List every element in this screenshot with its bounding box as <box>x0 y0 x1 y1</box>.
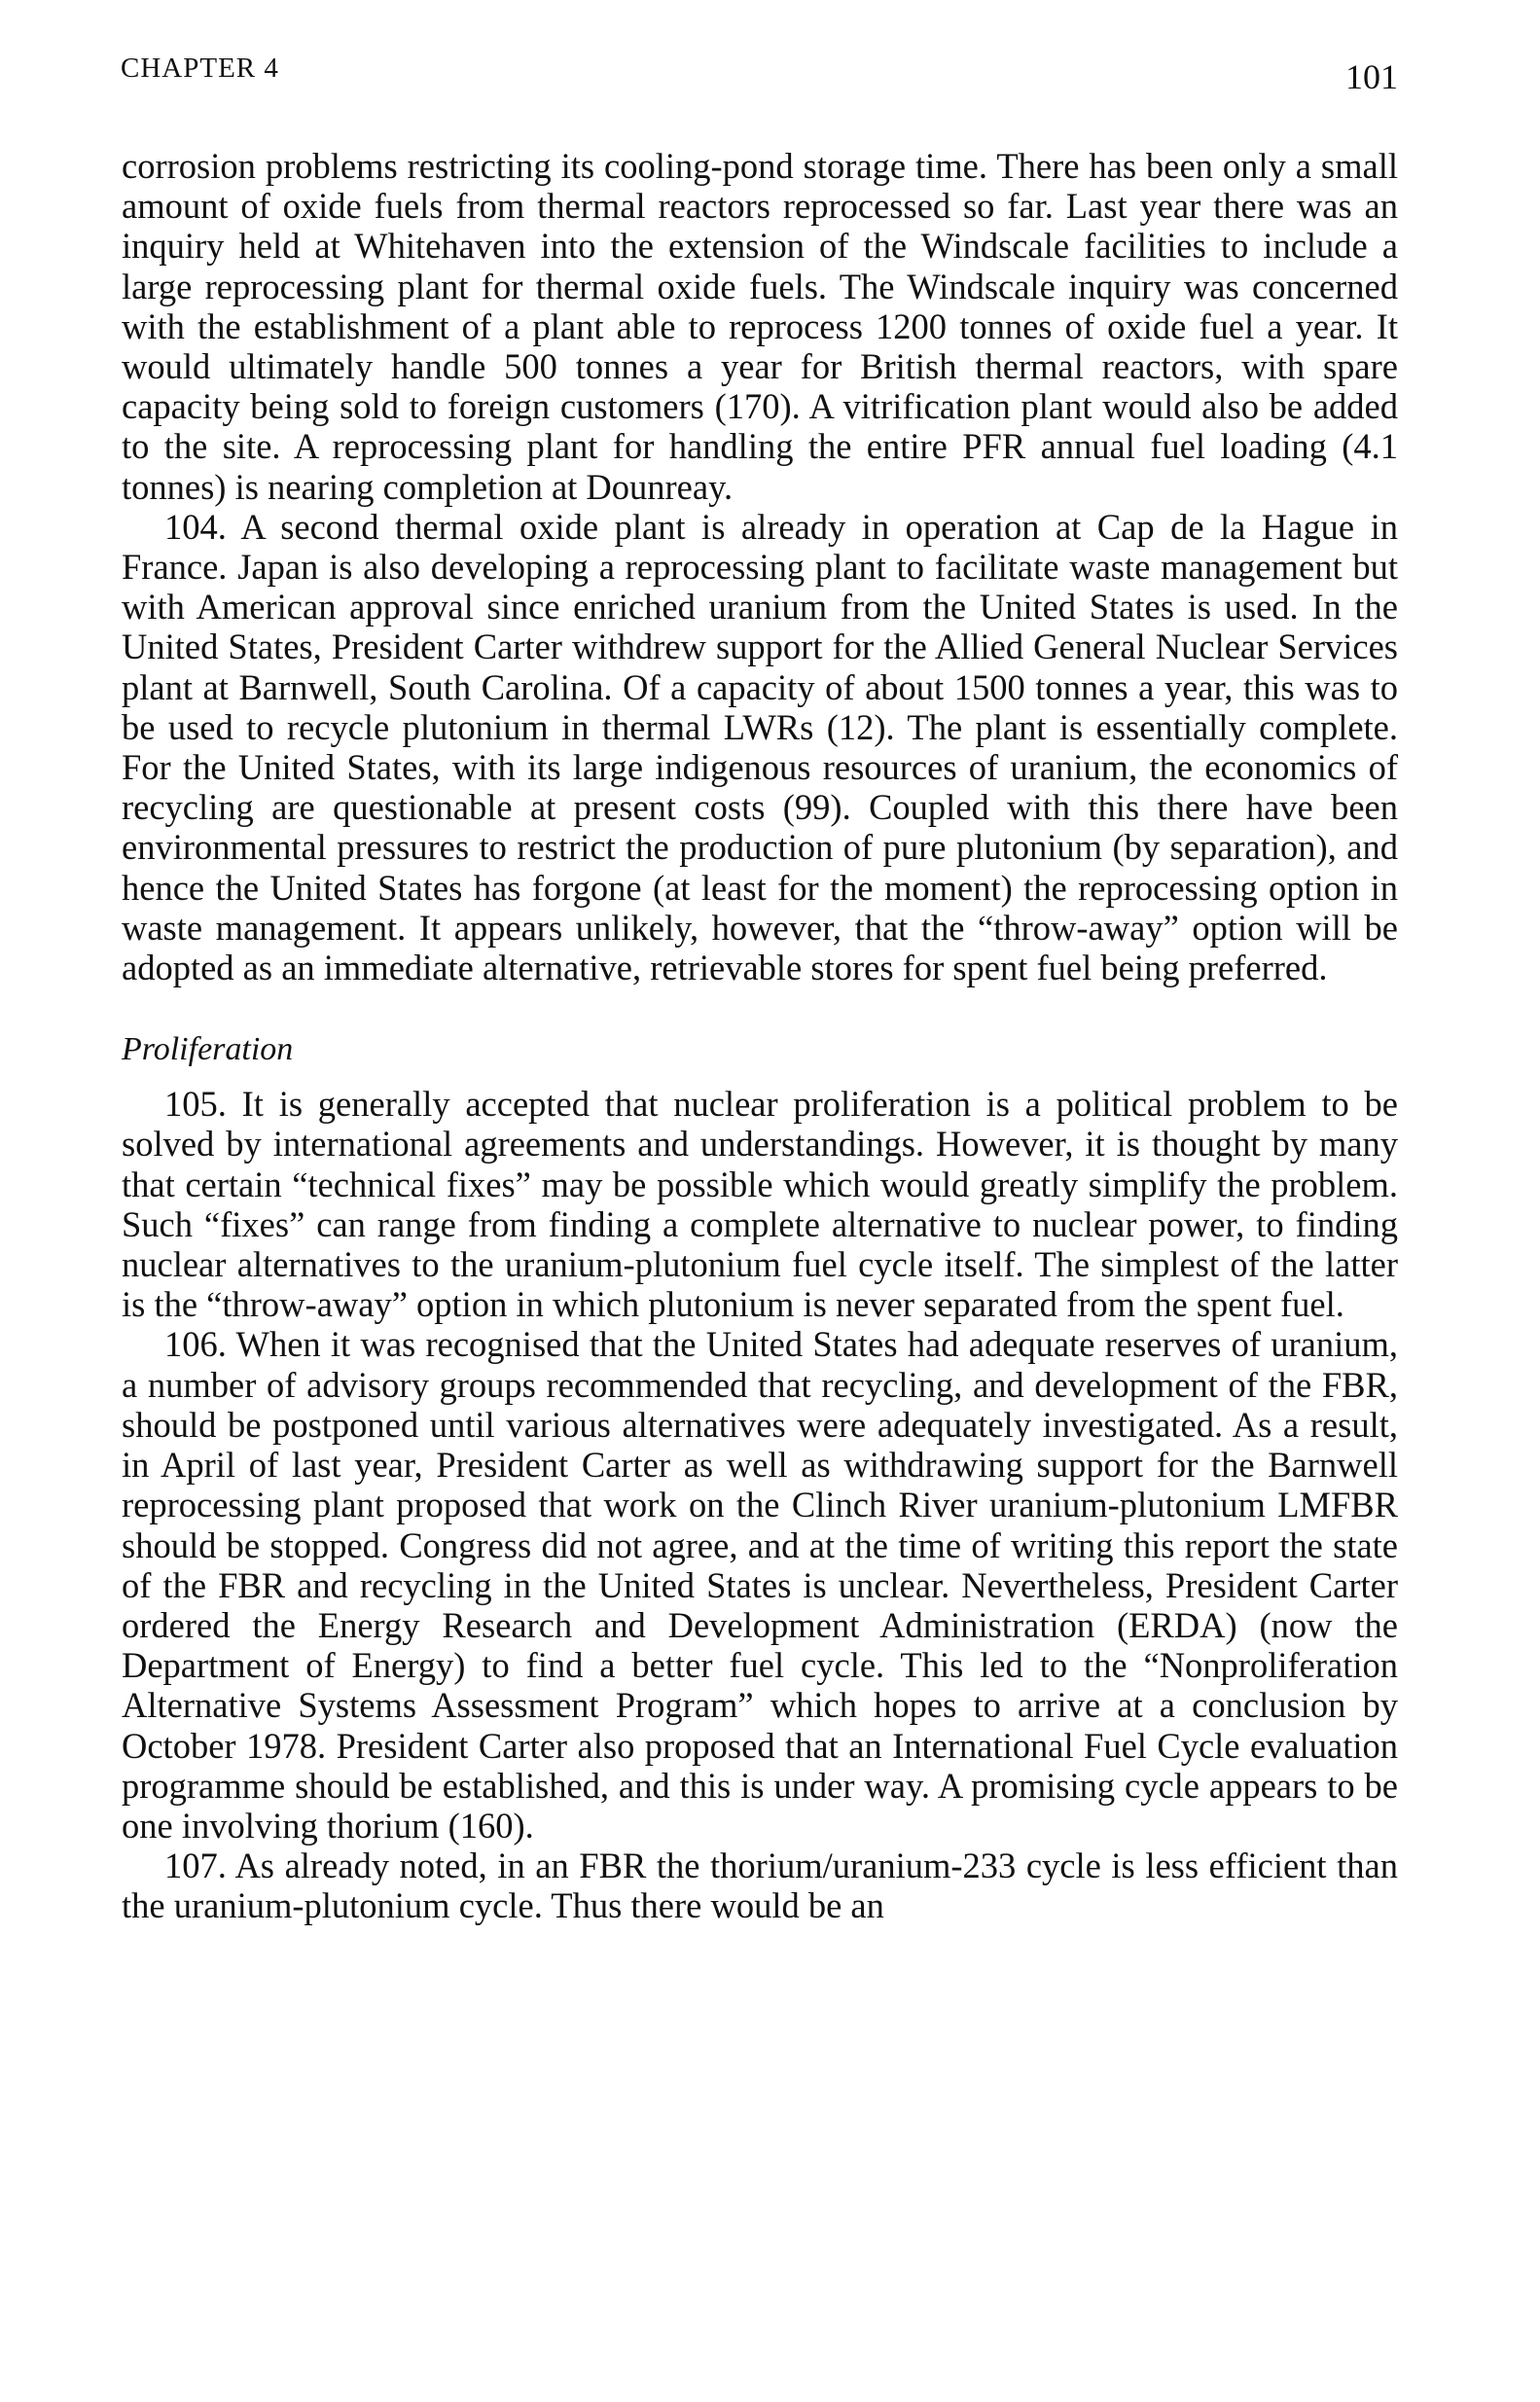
paragraph-number: 106. <box>164 1324 227 1365</box>
section-heading: Proliferation <box>122 1031 294 1068</box>
paragraph-106 <box>122 1324 1398 1846</box>
paragraph-text: When it was recognised that the United States had adequate reserves of uranium, a number of advisory groups recommended that recycling, and development of the FBR, should be postponed until various alternatives were adequately investigated. As a result, in April of last year, President Carter as well as withdrawing support for the Barnwell reprocessing plant proposed that work on the Clinch River uranium-plutonium LMFBR should be stopped. Congress did not agree, and at the time of writing this report the state of the FBR and recycling in the United States is unclear. Nevertheless, President Carter ordered the Energy Research and Development Administration (ERDA) (now the Department of Energy) to find a better fuel cycle. This led to the “Nonproliferation Alternative Systems Assessment Program” which hopes to arrive at a conclusion by October 1978. President Carter also proposed that an International Fuel Cycle evaluation programme should be established, and this is under way. A promising cycle appears to be one involving thorium (160). <box>122 1324 1399 1846</box>
paragraph-number: 107. <box>164 1846 227 1886</box>
paragraph-104 <box>122 507 1398 987</box>
paragraph-text: corrosion problems restricting its cooling-pond storage time. There has been only a small amount of oxide fuels from thermal reactors reprocessed so far. Last year there was an inquiry held at Whitehaven into the extension of the Windscale facilities to include a large reprocessing plant for thermal oxide fuels. The Windscale inquiry was concerned with the establishment of a plant able to reprocess 1200 tonnes of oxide fuel a year. It would ultimately handle 500 tonnes a year for British thermal reactors, with spare capacity being sold to foreign customers (170). A vitrification plant would also be added to the site. A reprocessing plant for handling the entire PFR annual fuel loading (4.1 tonnes) is nearing completion at Dounreay. <box>122 146 1398 507</box>
paragraph-105 <box>122 1084 1398 1324</box>
body-text <box>122 146 1398 1926</box>
paragraph-number: 105. <box>164 1084 227 1125</box>
page-number: 101 <box>1345 57 1398 96</box>
paragraph-text: A second thermal oxide plant is already in operation at Cap de la Hague in France. Japan is also developing a reprocessing plant to facilitate waste management but with American approval since enriched uranium from the United States is used. In the United States, President Carter withdrew support for the Allied General Nuclear Services plant at Barnwell, South Carolina. Of a capacity of about 1500 tonnes a year, this was to be used to recycle plutonium in thermal LWRs (12). The plant is essentially complete. For the United States, with its large indigenous resources of uranium, the economics of recycling are questionable at present costs (99). Coupled with this there have been environmental pressures to restrict the production of pure plutonium (by separation), and hence the United States has forgone (at least for the moment) the reprocessing option in waste management. It appears unlikely, however, that the “throw-away” option will be adopted as an immediate alternative, retrievable stores for spent fuel being preferred. <box>122 506 1398 988</box>
paragraph-text: As already noted, in an FBR the thorium/uranium-233 cycle is less efficient than the uranium-plutonium cycle. Thus there would be an <box>122 1846 1398 1926</box>
paragraph-107 <box>122 1846 1398 1925</box>
paragraph-number: 104. <box>164 506 227 547</box>
paragraph-text: It is generally accepted that nuclear proliferation is a political problem to be solved by international agreements and understandings. However, it is thought by many that certain “technical fixes” may be possible which would greatly simplify the problem. Such “fixes” can range from finding a complete alternative to nuclear power, to finding nuclear alternatives to the uranium-plutonium fuel cycle itself. The simplest of the latter is the “throw-away” option in which plutonium is never separated from the spent fuel. <box>122 1084 1399 1325</box>
chapter-heading: CHAPTER 4 <box>121 53 279 84</box>
paragraph-continued <box>122 146 1398 507</box>
